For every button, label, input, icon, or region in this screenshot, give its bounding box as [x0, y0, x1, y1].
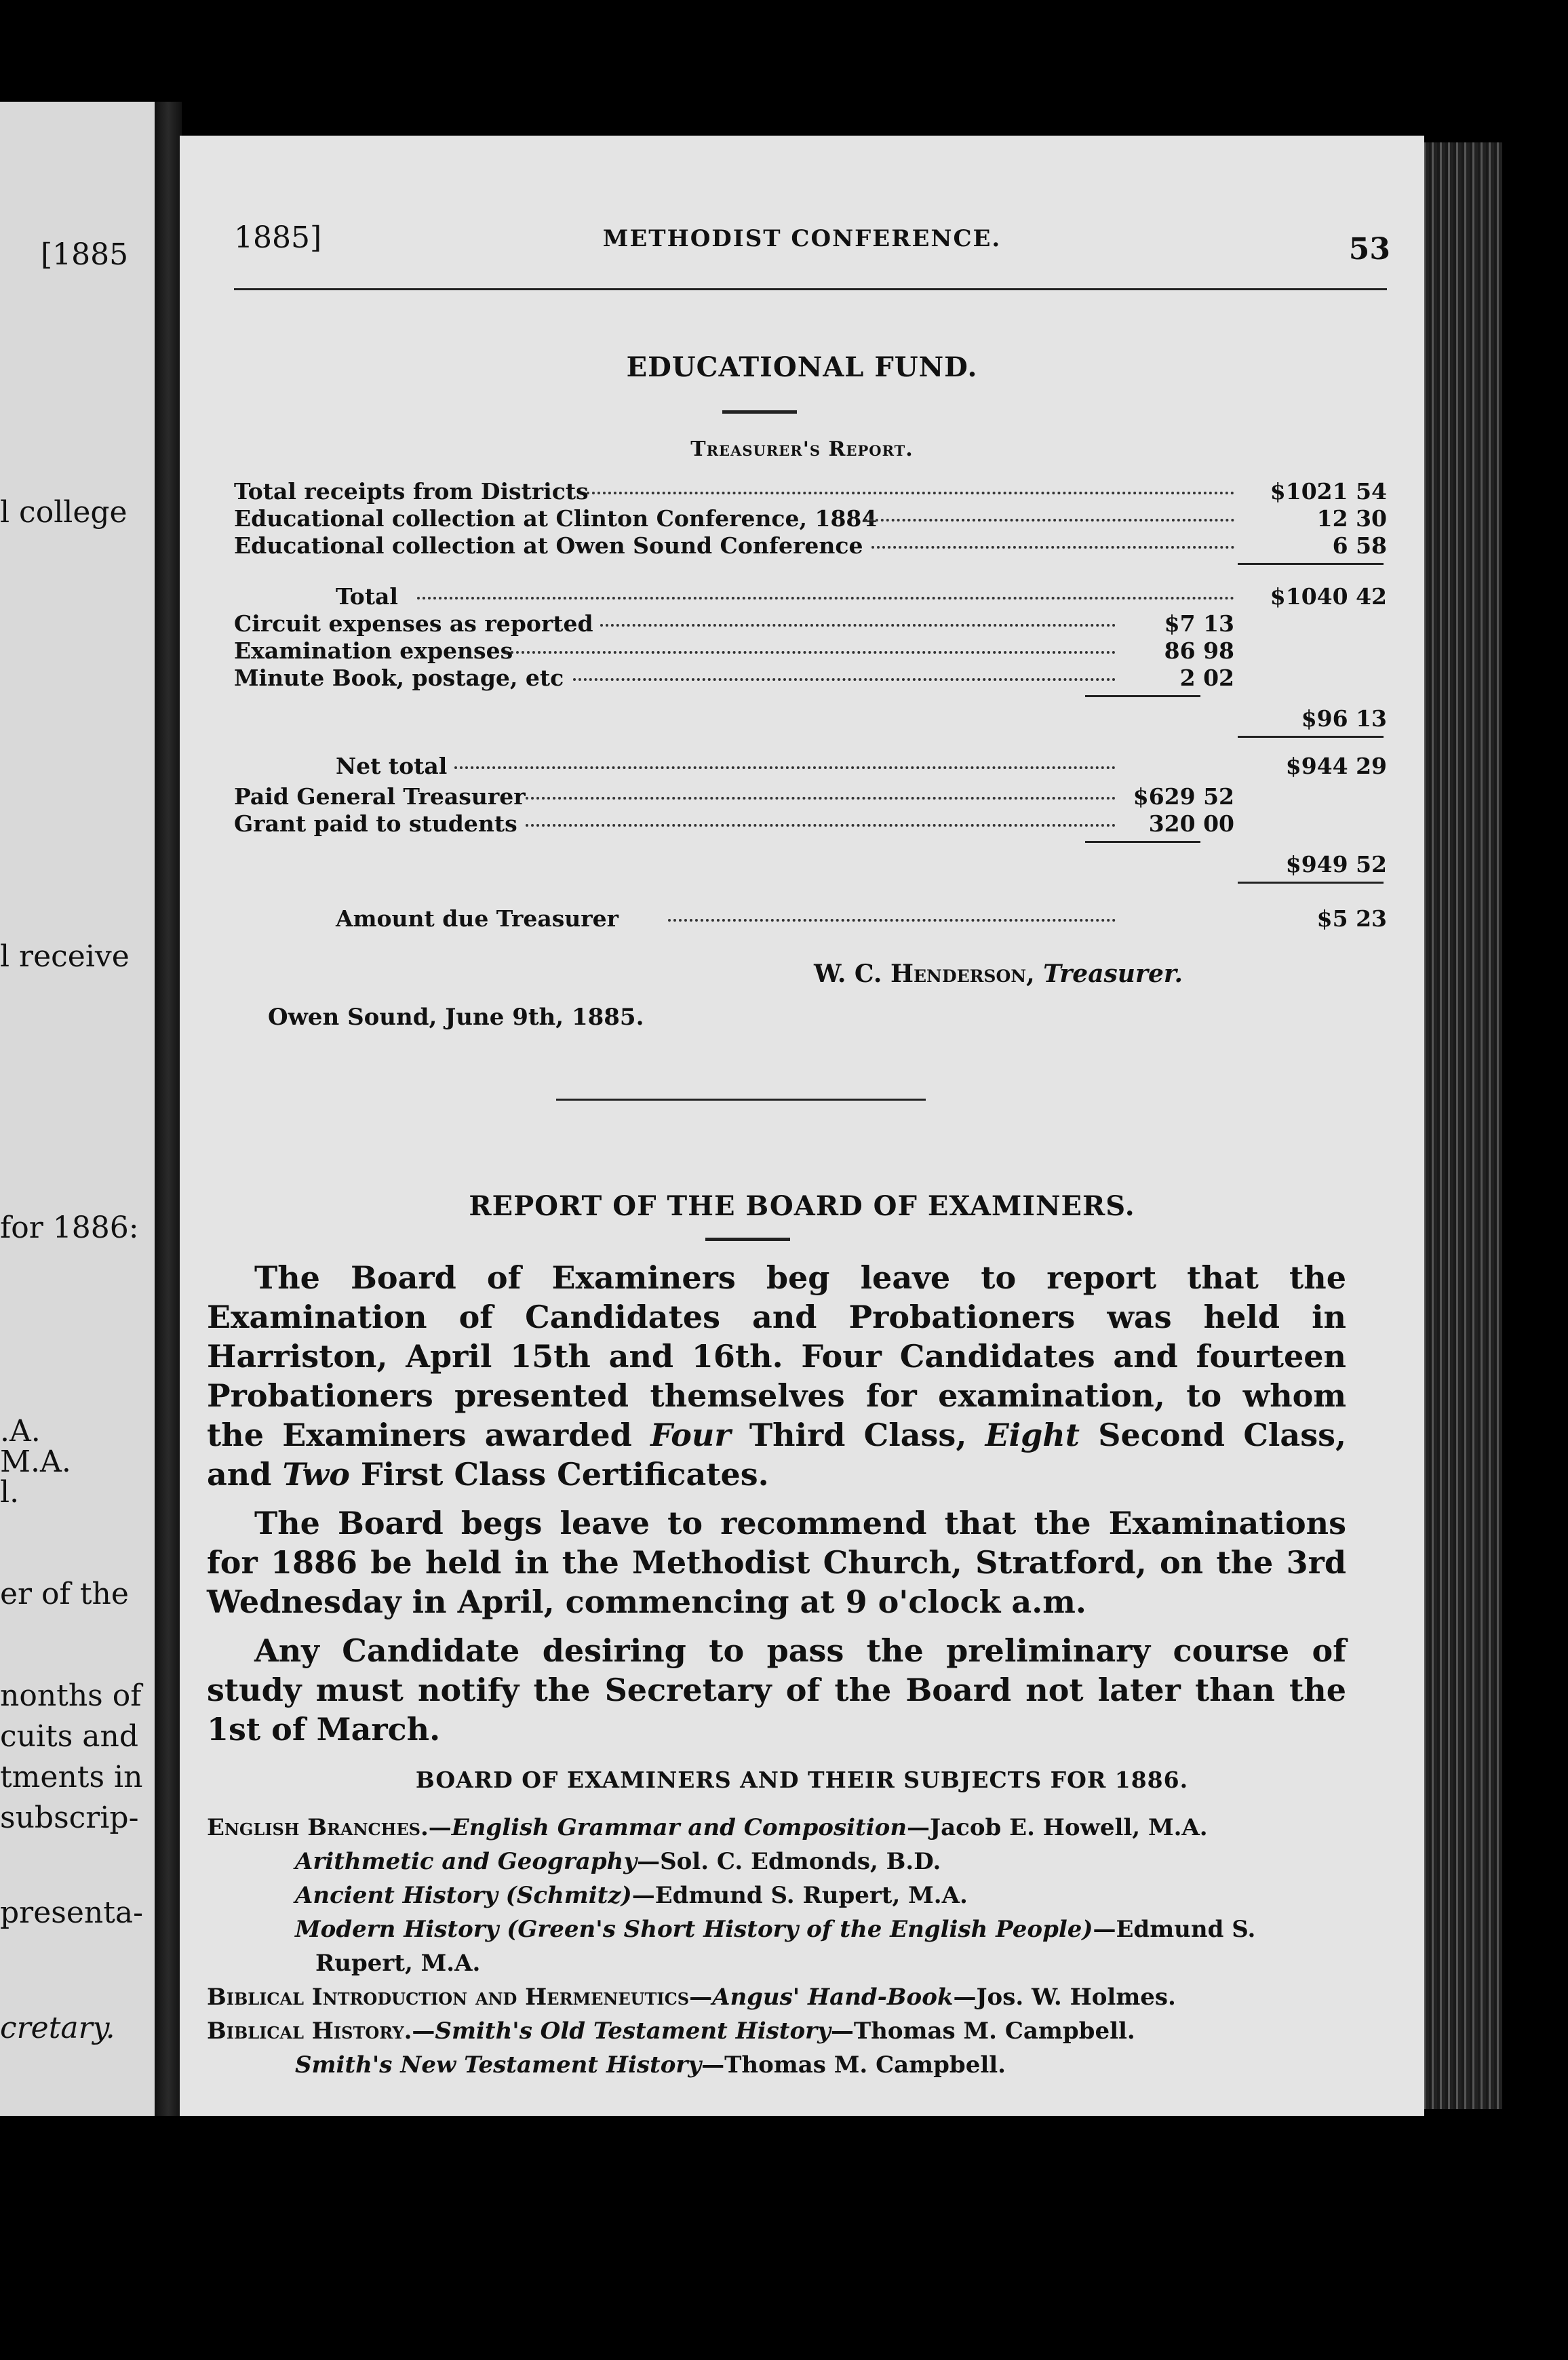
subject-line: Modern History (Green's Short History of the English People)—Edmund S.	[295, 1916, 1256, 1943]
ledger-label: Paid General Treasurer	[234, 783, 526, 810]
board-report-paragraph-1	[207, 1258, 1346, 1494]
left-page-fragment: M.A.	[0, 1444, 71, 1479]
title-rule	[722, 410, 797, 414]
left-page-fragment: tments in	[0, 1760, 143, 1794]
left-page-fragment: cretary.	[0, 2011, 115, 2045]
left-page-fragment: [1885	[41, 237, 129, 272]
ledger-amount: 12 30	[1316, 505, 1387, 532]
text-run: Four	[650, 1417, 731, 1453]
leader-dots	[526, 783, 1116, 800]
subject-title: Modern History (Green's Short History of the English People)	[295, 1916, 1093, 1943]
ledger-label: Circuit expenses as reported	[234, 610, 593, 637]
leader-dots	[871, 532, 1234, 549]
subject-title: Angus' Hand-Book	[712, 1984, 954, 2011]
sum-rule	[1238, 882, 1384, 884]
subject-heading: English Branches.	[207, 1814, 429, 1841]
left-page-fragment: l receive	[0, 939, 130, 974]
left-facing-page	[0, 102, 156, 2116]
board-subjects-list	[207, 1811, 1373, 2082]
ledger-amount: $7 13	[1164, 610, 1234, 637]
subject-title: Arithmetic and Geography	[295, 1848, 638, 1875]
left-page-fragment: presenta-	[0, 1895, 143, 1930]
text-run: First Class Certificates.	[349, 1456, 769, 1493]
left-page-fragment: .A.	[0, 1414, 41, 1449]
treasurer-signature	[814, 960, 1183, 988]
ledger-label: Minute Book, postage, etc	[234, 665, 564, 691]
left-page-fragment: l.	[0, 1475, 20, 1510]
leader-dots	[526, 810, 1116, 827]
ledger-label: Net total	[336, 753, 448, 779]
subject-line: English Branches.—English Grammar and Composition—Jacob E. Howell, M.A.	[207, 1814, 1208, 1841]
ledger-amount: $1040 42	[1270, 583, 1387, 610]
ledger-amount: $944 29	[1285, 753, 1387, 779]
board-report-paragraph-3: Any Candidate desiring to pass the preliminary course of study must notify the Secretary of the Board not later than the 1st of March.	[207, 1632, 1346, 1748]
location-date: Owen Sound, June 9th, 1885.	[268, 1004, 644, 1031]
subject-line: Biblical History.—Smith's Old Testament History—Thomas M. Campbell.	[207, 2018, 1135, 2045]
ledger-label: Amount due Treasurer	[336, 905, 619, 932]
page-number: 53	[1348, 232, 1390, 267]
text-run: Second Class, and	[207, 1417, 1347, 1493]
ledger-amount: 320 00	[1148, 810, 1234, 837]
text-run: The Board of Examiners beg leave to report that the Examination of Candidates and Probationers was held in Harriston, April 15th and 16th. Four Candidates and fourteen Probationers presented themselves for examination, to whom the Examiners awarded	[207, 1259, 1346, 1453]
section-divider	[556, 1099, 926, 1101]
leader-dots	[417, 583, 1234, 599]
ledger-amount: $1021 54	[1270, 478, 1387, 505]
subject-line: Arithmetic and Geography—Sol. C. Edmonds, B.D.	[295, 1848, 941, 1875]
ledger-label: Total	[336, 583, 398, 610]
educational-fund-title: EDUCATIONAL FUND.	[626, 351, 978, 383]
subject-title: Smith's Old Testament History	[435, 2018, 831, 2045]
board-report-body	[207, 1258, 1346, 1749]
examiner-name: Edmund S.	[1116, 1916, 1256, 1943]
treasurers-report-subtitle: Treasurer's Report.	[690, 437, 914, 461]
ledger-amount: $5 23	[1316, 905, 1387, 932]
leader-dots	[865, 505, 1234, 522]
ledger-label: Total receipts from Districts	[234, 478, 589, 505]
examiner-name: Jos. W. Holmes.	[976, 1984, 1176, 2011]
ledger-amount: 6 58	[1332, 532, 1387, 559]
subject-line: Smith's New Testament History—Thomas M. Campbell.	[295, 2051, 1006, 2079]
left-page-fragment: for 1886:	[0, 1211, 139, 1245]
ledger-label: Educational collection at Owen Sound Conference	[234, 532, 863, 559]
book-page	[180, 136, 1424, 2116]
text-run: Third Class,	[730, 1417, 985, 1453]
leader-dots	[587, 478, 1234, 494]
ledger-amount: 2 02	[1179, 665, 1234, 691]
examiner-name: Jacob E. Howell, M.A.	[930, 1814, 1208, 1841]
examiner-name: Sol. C. Edmonds, B.D.	[660, 1848, 941, 1875]
left-page-fragment: nonths of	[0, 1678, 142, 1713]
subject-line	[207, 1946, 1373, 1980]
leader-dots	[600, 610, 1116, 627]
leader-dots	[505, 637, 1116, 654]
ledger-amount: $96 13	[1301, 705, 1387, 732]
examiner-name: Edmund S. Rupert, M.A.	[654, 1882, 968, 1909]
subject-title: Ancient History (Schmitz)	[295, 1882, 632, 1909]
running-header-title: METHODIST CONFERENCE.	[602, 225, 1002, 252]
subject-title: Smith's New Testament History	[295, 2051, 702, 2079]
examiner-name: Thomas M. Campbell.	[853, 2018, 1135, 2045]
treasurer-name: W. C. Henderson,	[814, 960, 1035, 988]
ledger-label: Grant paid to students	[234, 810, 517, 837]
title-rule	[705, 1238, 790, 1241]
left-page-fragment: subscrip-	[0, 1801, 139, 1835]
leader-dots	[573, 665, 1116, 681]
subject-line: Biblical Introduction and Hermeneutics—Angus' Hand-Book—Jos. W. Holmes.	[207, 1984, 1176, 2011]
examiner-name: Rupert, M.A.	[315, 1950, 481, 1977]
subject-title: English Grammar and Composition	[451, 1814, 907, 1841]
board-subjects-title: BOARD OF EXAMINERS AND THEIR SUBJECTS FOR 1886.	[415, 1767, 1189, 1793]
leader-dots	[454, 753, 1116, 769]
text-run: Two	[282, 1456, 350, 1493]
subject-line: Ancient History (Schmitz)—Edmund S. Rupert, M.A.	[295, 1882, 968, 1909]
running-header-year: 1885]	[234, 220, 322, 255]
subject-heading: Biblical History.	[207, 2018, 412, 2045]
ledger-amount: 86 98	[1164, 637, 1234, 664]
sum-rule	[1085, 695, 1200, 697]
text-run: Eight	[985, 1417, 1080, 1453]
ledger-label: Examination expenses	[234, 637, 513, 664]
header-rule	[234, 288, 1387, 290]
book-gutter	[155, 102, 182, 2116]
left-page-fragment: er of the	[0, 1577, 129, 1611]
sum-rule	[1238, 563, 1384, 565]
board-report-title: REPORT OF THE BOARD OF EXAMINERS.	[469, 1190, 1135, 1222]
subject-heading: Biblical Introduction and Hermeneutics	[207, 1984, 690, 2011]
left-page-fragment: cuits and	[0, 1719, 139, 1754]
ledger-amount: $629 52	[1133, 783, 1234, 810]
board-report-paragraph-2: The Board begs leave to recommend that the Examinations for 1886 be held in the Methodist Church, Stratford, on the 3rd Wednesday in April, commencing at 9 o'clock a.m.	[207, 1505, 1346, 1620]
book-page-edges	[1421, 142, 1502, 2109]
examiner-name: Thomas M. Campbell.	[724, 2051, 1006, 2079]
left-page-fragment: l college	[0, 495, 128, 530]
ledger-label: Educational collection at Clinton Conference, 1884	[234, 505, 878, 532]
leader-dots	[668, 905, 1116, 922]
treasurer-role: Treasurer.	[1043, 960, 1183, 988]
sum-rule	[1238, 736, 1384, 738]
ledger-amount: $949 52	[1285, 851, 1387, 878]
sum-rule	[1085, 841, 1200, 843]
